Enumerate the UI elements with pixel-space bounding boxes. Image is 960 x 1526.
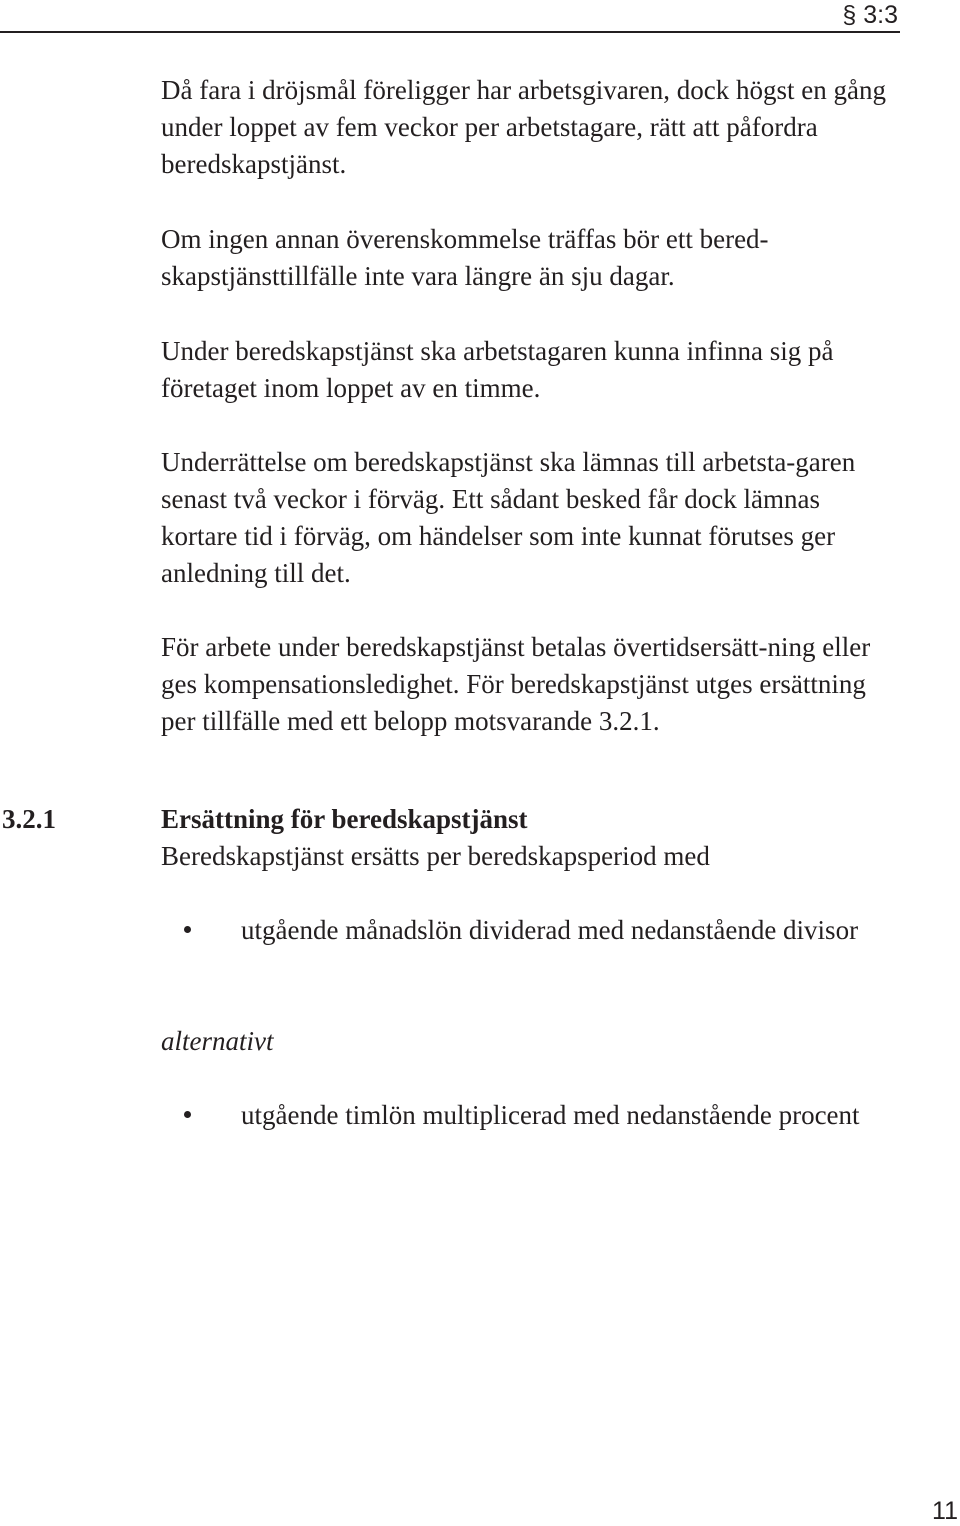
page-header <box>0 0 960 40</box>
bullet-text: utgående timlön multiplicerad med nedanstående procent <box>241 1100 860 1130</box>
section-heading: Ersättning för beredskapstjänst <box>161 804 528 834</box>
page-number: 11 <box>932 1497 958 1525</box>
section-intro: Beredskapstjänst ersätts per beredskapsperiod med <box>161 841 710 871</box>
paragraph-response-time: Under beredskapstjänst ska arbetstagaren kunna infinna sig på företaget inom loppet av en timme. <box>161 336 834 403</box>
section-number: 3.2.1 <box>2 804 56 834</box>
section-mark: § 3:3 <box>842 1 898 29</box>
paragraph-compensation: För arbete under beredskapstjänst betalas övertidsersätt-ning eller ges kompensationsledighet. För beredskapstjänst utges ersättning per tillfälle med ett belopp motsvarande 3.2.1. <box>161 632 871 736</box>
paragraph-duty-length: Om ingen annan överenskommelse träffas bör ett bered-skapstjänsttillfälle inte vara längre än sju dagar. <box>161 224 769 291</box>
bullet-icon <box>184 926 191 933</box>
header-rule <box>0 31 900 33</box>
paragraph-notification: Underrättelse om beredskapstjänst ska lämnas till arbetsta-garen senast två veckor i förväg. Ett sådant besked får dock lämnas kortare tid i förväg, om händelser som inte kunnat förutses ger anledning till det. <box>161 447 856 588</box>
bullet-text: utgående månadslön dividerad med nedanstående divisor <box>241 915 859 945</box>
paragraph-urgent-duty: Då fara i dröjsmål föreligger har arbetsgivaren, dock högst en gång under loppet av fem veckor per arbetstagare, rätt att påfordra beredskapstjänst. <box>161 75 886 179</box>
bullet-icon <box>184 1111 191 1118</box>
alternative-label: alternativt <box>161 1026 274 1056</box>
